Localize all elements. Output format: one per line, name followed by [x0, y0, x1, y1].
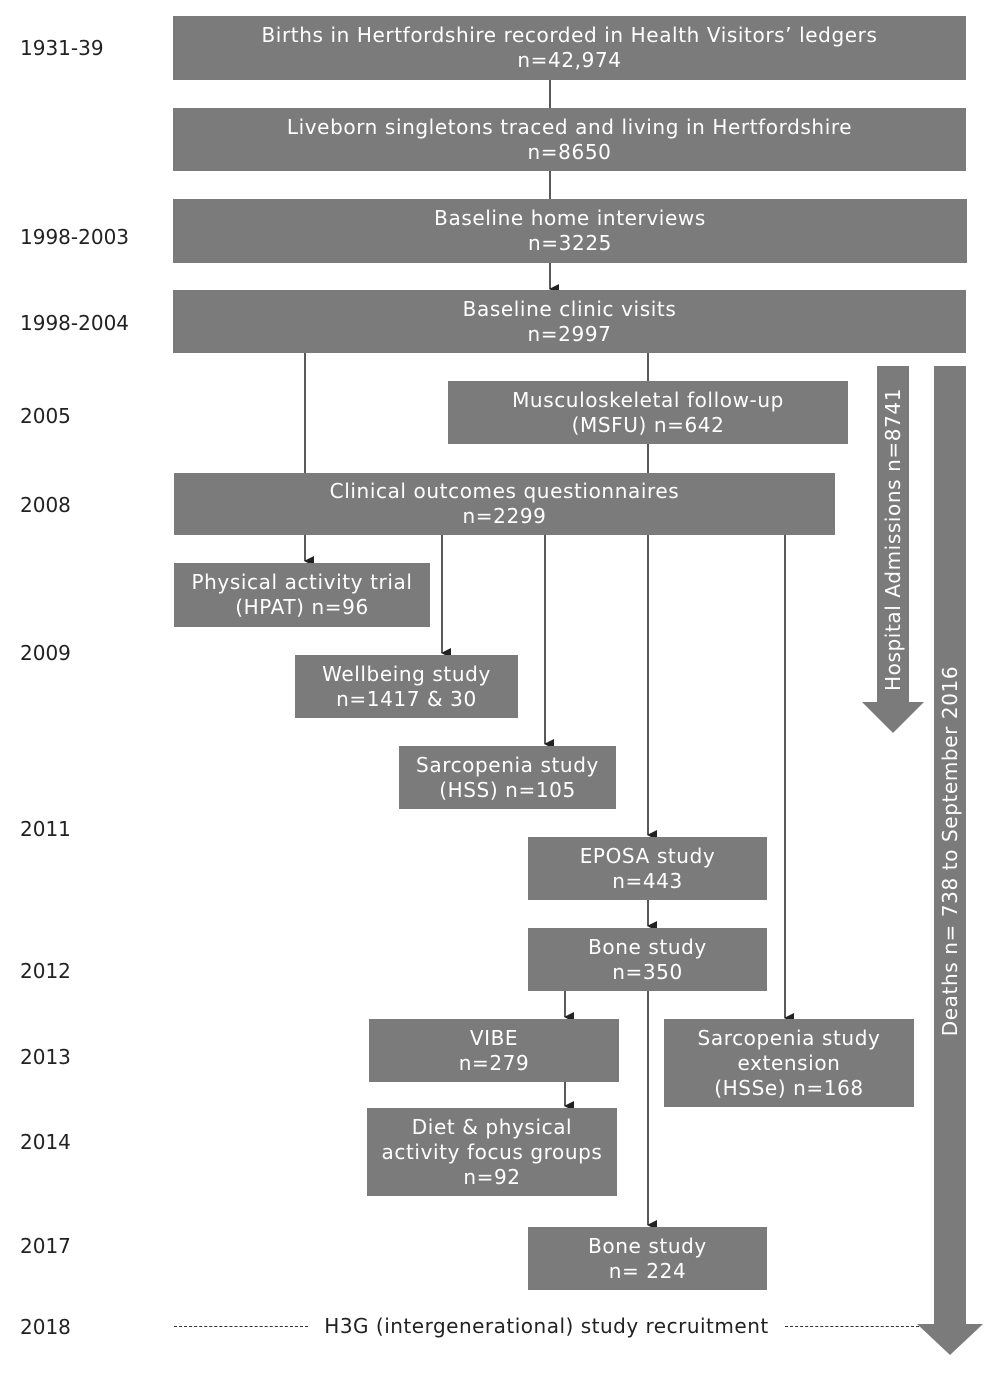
box-label: Musculoskeletal follow-up [512, 387, 784, 412]
box-count: n=1417 & 30 [336, 686, 477, 711]
hss-box [399, 746, 616, 809]
box-count: n=279 [458, 1050, 530, 1075]
box-label: extension [737, 1050, 841, 1075]
hospital-admissions-label: Hospital Admissions n=8741 [881, 387, 905, 691]
box-label: Sarcopenia study [416, 752, 599, 777]
box-count: n=8650 [527, 139, 612, 164]
clinical-outcomes-box [174, 473, 835, 535]
dashed-line-left [174, 1326, 308, 1327]
box-count: n=350 [612, 959, 683, 984]
box-label: activity focus groups [381, 1139, 603, 1164]
box-count: n=2299 [462, 504, 547, 528]
box-label: Physical activity trial [191, 570, 413, 594]
box-count: n=2997 [527, 321, 612, 346]
box-count: n=92 [463, 1164, 521, 1189]
box-count: n=3225 [528, 231, 612, 255]
box-label: Baseline home interviews [434, 206, 706, 230]
dashed-line-right [785, 1326, 919, 1327]
box-label: Clinical outcomes questionnaires [329, 479, 680, 503]
year-label: 2009 [20, 641, 71, 665]
box-count: (HSSe) n=168 [714, 1075, 864, 1100]
clinic-visits-box [173, 290, 966, 353]
liveborn-box [173, 108, 966, 171]
year-label: 2011 [20, 817, 71, 841]
hsse-box [664, 1019, 914, 1107]
hpat-box [174, 563, 430, 627]
box-count: n= 224 [608, 1258, 687, 1283]
year-label: 2005 [20, 404, 71, 428]
box-label: Liveborn singletons traced and living in Hertfordshire [286, 114, 853, 139]
year-label: 2014 [20, 1130, 71, 1154]
year-label: 1998-2003 [20, 225, 130, 249]
bone-study-2017-box [528, 1227, 767, 1290]
box-count: (MSFU) n=642 [571, 412, 725, 437]
box-count: n=42,974 [517, 48, 622, 72]
h3g-recruitment-label: H3G (intergenerational) study recruitment [324, 1314, 769, 1338]
box-label: Bone study [588, 1233, 707, 1258]
box-label: Sarcopenia study [697, 1025, 881, 1050]
wellbeing-box [295, 655, 518, 718]
box-label: Baseline clinic visits [462, 296, 677, 321]
diet-focus-groups-box [367, 1108, 617, 1196]
box-label: Bone study [588, 934, 707, 959]
box-count: (HPAT) n=96 [235, 595, 369, 619]
box-label: Diet & physical [411, 1114, 573, 1139]
year-label: 2013 [20, 1045, 71, 1069]
msfu-box [448, 381, 848, 444]
year-label: 1998-2004 [20, 311, 130, 335]
box-label: VIBE [469, 1025, 519, 1050]
box-label: Births in Hertfordshire recorded in Health Visitors’ ledgers [261, 23, 878, 47]
year-label: 1931-39 [20, 36, 104, 60]
year-label: 2018 [20, 1315, 71, 1339]
box-label: EPOSA study [579, 843, 716, 868]
year-label: 2017 [20, 1234, 71, 1258]
vibe-box [369, 1019, 619, 1082]
year-label: 2012 [20, 959, 71, 983]
births-box [173, 16, 966, 80]
h3g-recruitment-line [174, 1314, 919, 1338]
home-interviews-box [173, 199, 967, 263]
box-count: (HSS) n=105 [439, 777, 576, 802]
box-count: n=443 [612, 868, 683, 893]
eposa-box [528, 837, 767, 900]
box-label: Wellbeing study [322, 661, 491, 686]
deaths-label: Deaths n= 738 to September 2016 [938, 665, 962, 1037]
year-label: 2008 [20, 493, 71, 517]
bone-study-2012-box [528, 928, 767, 991]
